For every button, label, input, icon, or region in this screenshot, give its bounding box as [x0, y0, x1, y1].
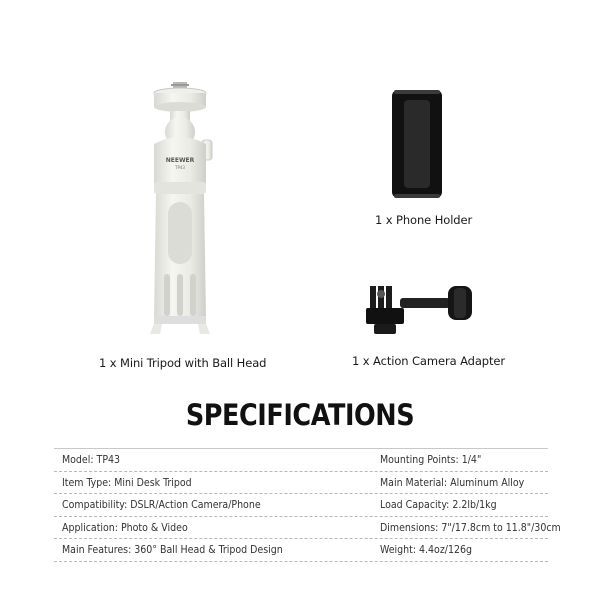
svg-text:TP43: TP43 [175, 165, 185, 170]
spec-row [54, 494, 548, 517]
phone-holder-image [390, 90, 446, 200]
phone-holder-caption: 1 x Phone Holder [375, 213, 473, 227]
action-camera-adapter-caption: 1 x Action Camera Adapter [352, 354, 506, 368]
spec-row [54, 472, 548, 495]
specifications-table [54, 448, 561, 562]
svg-text:NEEWER: NEEWER [165, 157, 195, 164]
spec-main-features: Main Features: 360° Ball Head & Tripod Design [62, 544, 283, 556]
spec-dimensions: Dimensions: 7"/17.8cm to 11.8"/30cm [380, 521, 561, 534]
spec-mounting-points: Mounting Points: 1/4" [380, 454, 482, 466]
spec-row [54, 539, 548, 562]
spec-main-material: Main Material: Aluminum Alloy [380, 476, 525, 489]
spec-model: Model: TP43 [62, 454, 121, 466]
mini-tripod-caption: 1 x Mini Tripod with Ball Head [99, 356, 267, 370]
spec-application: Application: Photo & Video [62, 521, 188, 534]
action-camera-adapter-image [364, 282, 494, 340]
spec-row [54, 448, 548, 472]
spec-row [54, 517, 561, 540]
specifications-heading: SPECIFICATIONS [185, 398, 415, 432]
spec-load-capacity: Load Capacity: 2.2lb/1kg [380, 499, 497, 511]
mini-tripod-image [130, 78, 240, 346]
spec-item-type: Item Type: Mini Desk Tripod [62, 476, 192, 489]
spec-compatibility: Compatibility: DSLR/Action Camera/Phone [62, 499, 261, 511]
spec-weight: Weight: 4.4oz/126g [380, 544, 472, 556]
